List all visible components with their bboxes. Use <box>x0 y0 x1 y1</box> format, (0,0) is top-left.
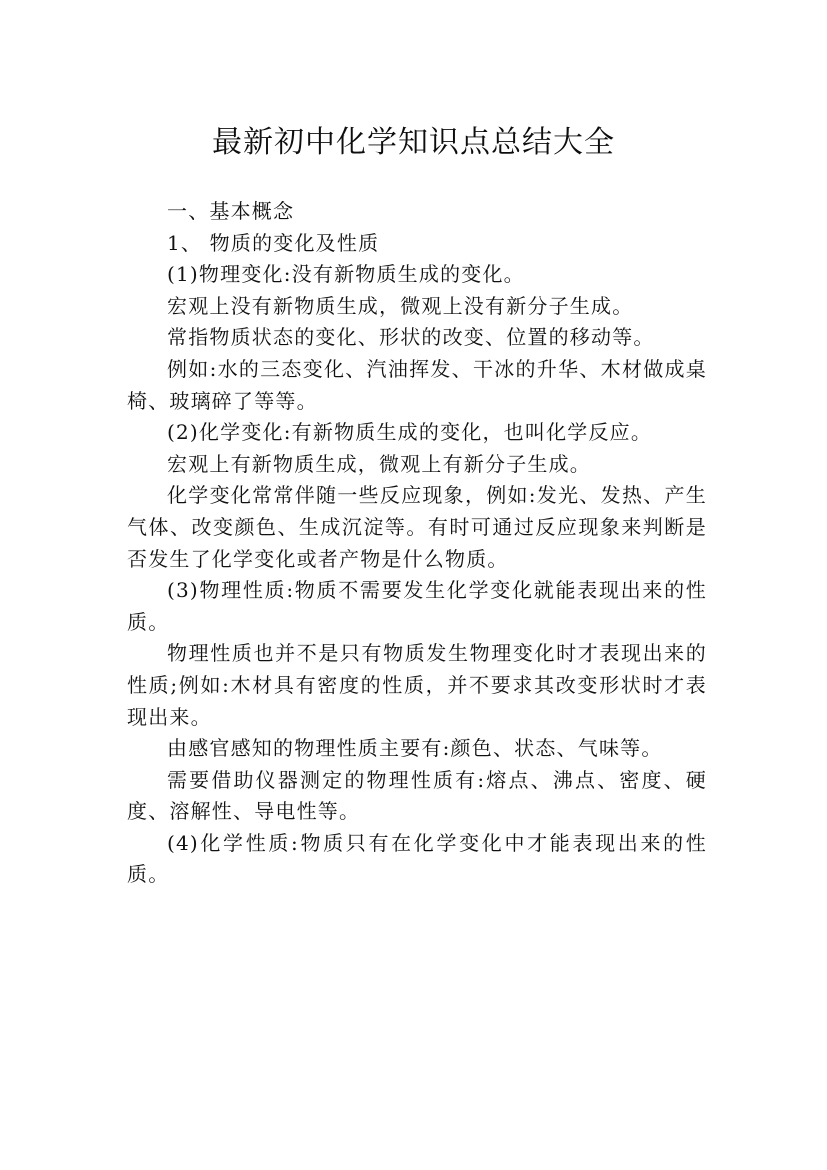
paragraph: 宏观上有新物质生成，微观上有新分子生成。 <box>167 451 591 476</box>
paragraph: 由感官感知的物理性质主要有:颜色、状态、气味等。 <box>167 736 663 761</box>
paragraph: (4)化学性质:物质只有在化学变化中才能表现出来的性质。 <box>127 830 707 887</box>
paragraph: (2)化学变化:有新物质生成的变化，也叫化学反应。 <box>167 420 653 445</box>
paragraph: 宏观上没有新物质生成，微观上没有新分子生成。 <box>167 293 634 318</box>
document-body <box>127 196 707 891</box>
paragraph: 常指物质状态的变化、形状的改变、位置的移动等。 <box>167 325 655 350</box>
document-title: 最新初中化学知识点总结大全 <box>212 125 615 161</box>
paragraph: (3)物理性质:物质不需要发生化学变化就能表现出来的性质。 <box>127 578 707 634</box>
paragraph: (1)物理变化:没有新物质生成的变化。 <box>167 262 525 287</box>
subsection-heading: 1、 物质的变化及性质 <box>167 230 380 255</box>
paragraph: 例如:水的三态变化、汽油挥发、干冰的升华、木材做成桌椅、玻璃碎了等等。 <box>127 356 707 413</box>
section-heading: 一、基本概念 <box>167 199 295 223</box>
paragraph: 需要借助仪器测定的物理性质有:熔点、沸点、密度、硬度、溶解性、导电性等。 <box>127 767 707 824</box>
paragraph: 化学变化常常伴随一些反应现象，例如:发光、发热、产生气体、改变颜色、生成沉淀等。有时可通过反应现象来判断是否发生了化学变化或者产物是什么物质。 <box>127 483 707 571</box>
paragraph: 物理性质也并不是只有物质发生物理变化时才表现出来的性质;例如:木材具有密度的性质，并不要求其改变形状时才表现出来。 <box>127 641 707 729</box>
